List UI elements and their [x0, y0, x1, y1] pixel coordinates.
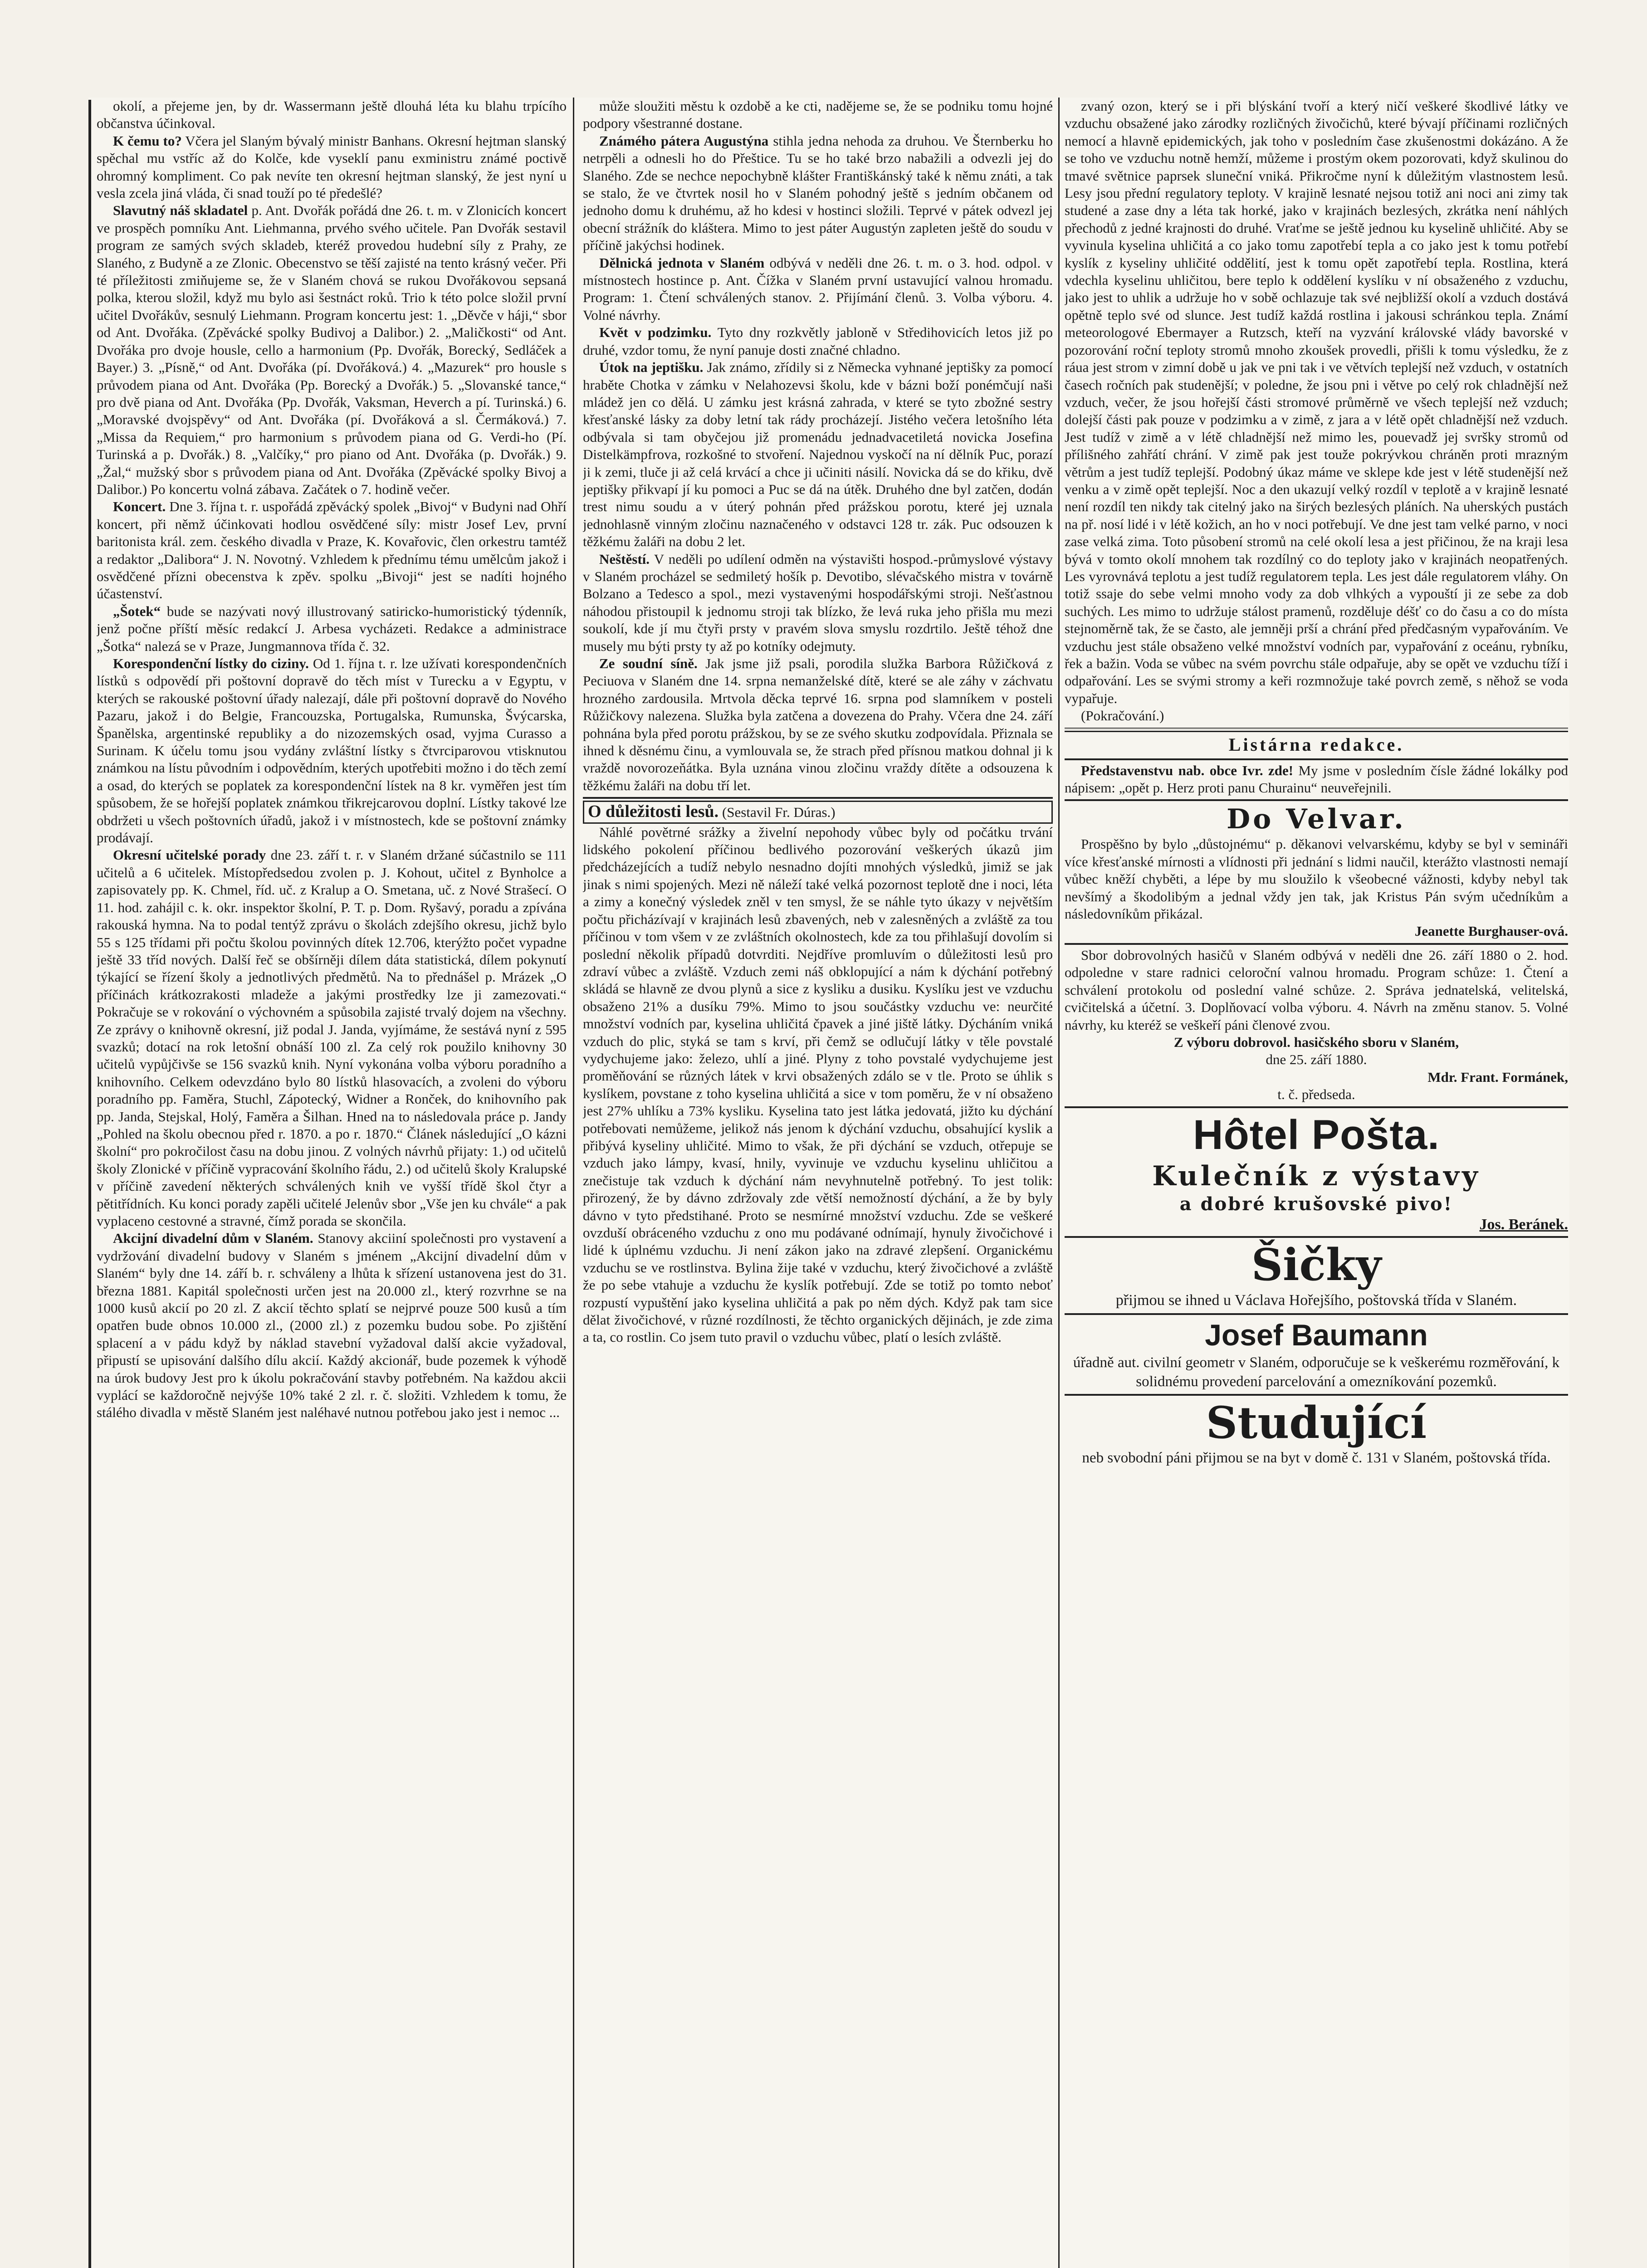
article-paragraph	[583, 359, 1053, 550]
article-text: Jak známo, zřídily si z Německa vyhnané jeptišky za pomocí hraběte Chotka v zámku v Nelahozevsi školu, kde v bázni boží ponémčují naši mládež jen co dělá. U zámku jest krásná zahrada, v které se tyto zbožné sestry křesťanské lásky za doby letní tak rády procházejí. Jistého večera letošního léta odbývala si tam obyčejou již promenádu jednadvacetiletá novicka Josefina Distelkämpfrova, rozkošné to stvoření. Najednou vyskočí na ní dělník Puc, porazí ji k zemi, tluče ji až celá krvácí a chce ji učiniti násilí. Novicka dá se do křiku, dvě jeptišky přikvapí jí ku pomoci a Puc se dá na útěk. Druhého dne byl zatčen, dodán trest nimu soudu a v úterý pohnán před prážskou porotu, které jej uznala jednohlasně vinným zločinu naznačeného v odstavci 128 tr. zák. Puc odsouzen k těžkému žaláři na dobu 2 let.	[583, 359, 1053, 550]
article-lead: K čemu to?	[113, 132, 182, 149]
hasici-name: Mdr. Frant. Formánek,	[1427, 1069, 1568, 1085]
article-text: bude se nazývati nový illustrovaný satiricko-humoristický týdenník, jenž počne příští měsíc redakcí J. Arbesa vycházeti. Redakce a administrace „Šotka“ nalezá se v Praze, Jungmannova třída č. 32.	[97, 603, 567, 654]
newspaper-page	[88, 98, 1569, 2268]
article-paragraph	[583, 655, 1053, 794]
article-text: Včera jel Slaným bývalý ministr Banhans. Okresní hejtman slanský spěchal mu vstříc až do Kolče, kde vyseklí panu exministru známé poctivě ohromný kompliment. Co pak nevíte ten okresní hejtman slanský, že jest nyní u vesla zcela jiná vláda, či snad touží po té předešlé?	[97, 132, 567, 201]
article-paragraph	[583, 824, 1053, 1346]
article-lead: Známého pátera Augustýna	[599, 132, 769, 149]
listarna-item-text: My jsme v posledním čísle žádné lokálky pod nápisem: „opět p. Herz proti panu Churainu“ neuveřejnili.	[1065, 762, 1568, 796]
ad-sicky-text: přijmou se ihned u Václava Hořejšího, poštovská třída v Slaném.	[1115, 1291, 1517, 1309]
ad-owner: Jos. Beránek.	[1479, 1216, 1568, 1233]
article-text: Dne 3. října t. r. uspořádá zpěvácký spolek „Bivoj“ v Budyni nad Ohří koncert, při němž účinkovati hodlou osvědčené síly: mistr Josef Lev, první baritonista král. zem. českého divadla v Praze, K. Kovařovic, člen orkestru tamtéž a redaktor „Dalibora“ J. N. Novotný. Vzhledem k přednímu tému umělcům jakož i osvědčené přízni obecenstva k zpěv. spolku „Bivoji“ jest se nadíti hojného účastenství.	[97, 499, 567, 602]
article-paragraph	[97, 132, 567, 202]
listarna-item	[1065, 762, 1568, 797]
article-paragraph	[1065, 707, 1568, 724]
ad-baumann-title: Josef Baumann	[1205, 1318, 1428, 1352]
article-lead: Květ v podzimku.	[599, 324, 712, 341]
article-heading-title: O důležitosti lesů.	[588, 802, 719, 821]
article-paragraph	[583, 132, 1053, 254]
article-paragraph	[583, 98, 1053, 132]
article-text: dne 23. září t. r. v Slaném držané súčastnilo se 111 učitelů a 6 učitelek. Místopředsedou zvolen p. J. Kohout, učitel z Bynholce a zapisovately pp. K. Chmel, říd. uč. z Kralup a O. Smetana, uč. z Nové Strašecí. O 11. hod. zahájil c. k. okr. inspektor školní, P. T. p. Dom. Ryšavý, poradu a zpívána rakouská hymna. Na to podal tentýž zprávu o školách zdejšího okresu, jichž bylo 55 s 125 třídami při počtu školou povinných dítek 12.706, kterýžto počet vypadne ještě 33 tříd nových. Další řeč se obšírněji dílem dáta statistická, dílem pokynutí týkající se řízení školy a jednotlivých předmětů. Na to přednášel p. Mrázek „O příčinách krátkozrakosti mladeže a jakými prostředky lze ji zamezovati.“ Pokračuje se v rokování o výchovném a spůsobila zajisté trvalý dojem na všechny. Ze zprávy o knihovně okresní, již podal J. Janda, vyjímáme, že sestává nyní z 595 svazků; dotací na rok letošní obnáší 100 zl. Za celý rok použilo knihovny 30 učitelů vypůjčivše se 156 svazků knih. Nyní vykonána volba výboru poradního a knihovního. Celkem odevzdáno bylo 80 lístků hlasovacích, a zvoleni do výboru poradního pp. Faměra, Stuchl, Zápotecký, Widner a Ronček, do knihovního pak pp. Janda, Stejskal, Holý, Faměra a Šilhan. Hned na to následovala práce p. Jandy „Pohled na školu obecnou před r. 1870. a po r. 1870.“ Článek následující „O kázni školní“ pro pokročilost času na dobu jinou. Z volných návrhů přijaty: 1.) od učitelů školy Zlonické v příčině vypracování školního řádu, 2.) od učitelů školy Kralupské v příčině zavedení některých schválených knih ve vyšší třídě škol čtyr a pětitřídních. Ku konci porady zapěli učitelé Jelenův sbor „Vše jen ku chvále“ a pak vyplaceno cestovné a stravné, čímž porada se skončila.	[97, 847, 567, 1229]
article-text: Náhlé povětrné srážky a živelní nepohody vůbec byly od počátku trvání lidského pokolení příčinou bedlivého pozorování veškerých úkazů jim předcházejících a tudíž nebylo nesnadno dojíti mnohých výsledků, jimiž se jak jinak s nimi spojených. Mezi ně náleží také velká pozornost teplotě dne i noci, léta a zimy a konečný výsledek zněl v ten smysl, že se náhle tyto úkazy v největším počtu přicházívají v krajinách lesů zbavených, neb v zalesněných a zvláště za tou příčinou v tom všem v ze zvláštních okolnostech, kde za tou přihlašují dovolím si poslední několik případů dotvrditi. Nejdříve promluvím o důležitosti lesů pro zdraví vůbec a zvláště. Vzduch zemi náš obklopující a nám k dýchání potřebný skládá se hlavně ze dvou plynů a sice z kysliku a dusiku. Kyslíku jest ve vzduchu obsaženo 21% a dusíku 79%. Mimo to jsou součástky vzduchu ve: neurčité množství vodních par, kyselina uhličitá čpavek a jiné jiště látky. Dýcháním vniká vzduch do plic, styká se tam s krví, při čemž se odlučují látky v těle povstalé vydychujeme jako: železo, uhlí a jiné. Plyny z toho povstalé vydychujeme jest proměňování se různých látek v krvi obsažených zdálo se v tle. Proto se úhlik s kyslíkem, povstane z toho kyselina uhličitá a sice v tom poměru, že v ní obsaženo jest 27% uhlíku a 73% kysliku. Kyselina tato jest látka jedovatá, jižto ku dýchání potřebovati nemůžeme, jelikož nás jenom k dýchání vzduchu, obsahující kyslik a přibývá kyseliny uhličité. Mimo to však, že při dýchání se vzduch, otřepuje se vzduch jako lámpy, kvasí, hnily, vyvinuje ve vzduchu kyselinu uhličitou a znečistuje tak vzduch k dýchání nám nevyhnutelně potřebný. To jest tolik: přirozený, že by dávno zdržovaly zde větší nemožností dýchání, a že by byly dávno v tyto předstihané. Proto se nesmírné množství vzduchu. Zde se veškeré ovzduší obráceného vzduchu z ono mu podávané odnímají, hynuly živočichové i lidé k úplnému vzduchu. Ji není zákon jako na zdravé zlepšení. Organickému vzduchu se ve rostlinstva. Bylina žije také v vzduchu, který živočichové a zvláště že po sebe vtahuje a vzduchu že kyslík potřebují. Zde se totiž po tomto neboť rozpustí vypuštění jako kyselina uhličitá a pak po něm dých. Když pak tam sice dělat živočichové, v různé rozdílnosti, že těchto organických dějinách, je zde zima a ta, co rostlin. Co jsem tuto pravil o vzduchu vůbec, platí o lesích zvláště.	[583, 824, 1053, 1345]
article-text: zvaný ozon, který se i při blýskání tvoří a který ničí veškeré škodlivé látky ve vzduchu obsažené jako zárodky rozličných živočichů, které bývají příčinami rozličných nemocí a hlavně epidemických, jak toho v posledním čase zkušenostmi dokázáno. A že se toho ve vzduchu notně hemží, můžeme i prostým okem pozorovati, když skulinou do tmavé světnice paprsek sluneční vniká. Přikročme nyní k důležitým vlastnostem lesů. Lesy jsou přední regulatory teploty. V krajině lesnaté nejsou totiž ani noci ani zimy tak studené a zase dny a léta tak horké, jako v krajinách bezlesých, zkrátka není náhlých přechodů z jedné krajnosti do druhé. Vraťme se ještě jednou ku kyselině uhličité. Aby se vyvinula kyselina uhličitá a co jako tomu zapotřebí tepla a co jako jest k tomu potřebí kyslík z kyseliny uhličité oddělití, jest k tomu opět zapotřebí tepla. Rostlina, která vdechla kyselinu uhličitou, bere teplo k oddělení kyslíku v ní obsaženého z vzduchu, jako jest to uhlik a udržuje ho v sobě ochlazuje tak své nejbližší okolí a vzduch dostává opětně teplo své od slunce. Jest tudíž každá rostlina i jakousi schránkou tepla. Známí meteorologové Ebermayer a Rutzsch, kteří na vyzvání královské vlády bavorské v pozorování roční teploty stromů mnoho zkoušek provedli, přišli k tomu výsledku, že z ráua jest strom v zimní době u jak ve pni tak i ve větvích teplejší než vzduch, v ostatních časech ročních pak studenější; v poledne, že jsou pni i větve po celý rok chladnější než vzduch, večer, že jsou hořejší části stromové průměrně ve všech teplejší než vzduch; dolejší části pak pouze v podzimku a v zimě, z jara a v létě opět chladnější než vzduch. Jest tudíž v zimě a v létě chladnější než mimo les, pouevadž jej svršky stromů od přílišného zahřátí chrání. V zimě pak jest touže pokrývkou chráněn proti mrazným větrům a jest tudíž teplejší. Podobný úkaz máme ve sklepe kde jest v létě studenější než venku a v zimě opět teplejší. Noc a den ukazují velký rozdíl v teplotě a v krajině lesnaté není rozdíl ten nikdy tak citelný jako na širých bezlesých pláních. Na uherských pustách na př. nosí lidé i v létě kožich, an ho v noci potřebují. Ve dne jest tam velké parno, v noci zase velká zima. Toto působení stromů na celé okolí lesa a jest přičinou, že na kraji lesa bývá v tomto okolí mnohem tak rozdílný co do teploty jako v krajinách neopatřených. Les vyrovnává teplotu a jest tudíž regulatorem tepla. Les jest dále regulatorem vláhy. On totiž ssaje do sebe velmi mnoho vody za dob vlhkých a vypouští ji ze sebe za dob suchých. Les mimo to udržuje stálost pramenů, rozděluje déšť co do času a co do místa stejnoměrně tak, že se často, ale jemněji prší a chrání před předčasným vypařováním. Ve vzduchu jest stále obsaženo velké množství vodních par, vypařování z oceánu, rybníku, řek a bažin. Voda se vůbec na svém povrchu stále odpařuje, aby se opět ve vzduchu tíží i odpařování. Les se svými stromy a keři rozmnožuje také povrch země, s něhož se voda vypařuje.	[1065, 98, 1568, 706]
ad-sicky-title: Šičky	[1251, 1239, 1382, 1290]
column-3	[1065, 98, 1568, 2268]
section-divider	[1065, 1313, 1568, 1315]
article-text: Jak jsme již psali, porodila služka Barbora Růžičková z Peciuova v Slaném dne 14. srpna nemanželské dítě, které se ale záhy v záchvatu hrozného zardousila. Mrtvola děcka teprvé 16. srpna pod slamníkem v posteli Růžičkovy nalezena. Služka byla zatčena a dovezena do Prahy. Včera dne 24. září pohnána byla před porotu prážskou, by se ze svého skutku zodpovídala. Přiznala se ihned k děsnému činu, a vymlouvala se, že strach před přísnou matkou dohnal ji k vraždě novorozeňátka. Byla uznána vinou zločinu vraždy dítěte a odsouzena k těžkému žaláři na dobu tří let.	[583, 655, 1053, 793]
article-text: (Pokračování.)	[1081, 708, 1164, 724]
ad-baumann-text: úřadně aut. civilní geometr v Slaném, odporučuje se k veškerému rozměřování, k solidnému provedení parcelování a omezníkování pozemků.	[1073, 1354, 1560, 1390]
column-1	[97, 98, 567, 2268]
article-text: okolí, a přejeme jen, by dr. Wassermann ještě dlouhá léta ku blahu trpícího občanstva účinkoval.	[97, 98, 567, 132]
article-lead: Dělnická jednota v Slaném	[599, 254, 765, 271]
article-text: Stanovy akciiní společnosti pro vystavení a vydržování divadelní budovy v Slaném s jménem „Akcijní divadelní dům v Slaném“ byly dne 14. září b. r. schváleny a lhůta k sřízení ustanovena jest do 31. března 1881. Kapitál společnosti určen jest na 20.000 zl., který rozvrhne se na 1000 kusů akcií po 20 zl. Z akcií těchto splatí se nejprvé pouze 500 kusů a tím opatřen bude obnos 10.000 zl., (2000 zl.) z pozemku budou sobe. Po zjištění splacení a v pádu když by náklad stavební vyžadoval další akcie vyžadoval, připustí se upisování dalšího dílu akcií. Každý akcionář, bude pozemek k výhodě na úrok budovy Jest pro k úkolu pokračování stavby potřebném. Na každou akcii vyplácí se každoročně nejvýše 10% také 2 zl. r. č. složiti. Vzhledem k tomu, že stálého divadla v městě Slaném jest naléhavé nutnou potřebou jako jest i nemoc ...	[97, 1230, 567, 1421]
article-lead: Okresní učitelské porady	[113, 847, 266, 863]
article-paragraph	[97, 498, 567, 602]
article-paragraph	[97, 846, 567, 1230]
article-lead: Útok na jeptišku.	[599, 359, 704, 376]
section-divider	[1065, 943, 1568, 945]
hasici-role: t. č. předseda.	[1277, 1086, 1355, 1103]
article-lead: Ze soudní síně.	[599, 655, 698, 671]
ad-studujici-title: Studující	[1206, 1397, 1427, 1448]
ad-studujici-text: neb svobodní páni přijmou se na byt v domě č. 131 v Slaném, poštovská třída.	[1082, 1449, 1551, 1466]
listarna-item-lead: Představenstvu nab. obce Ivr. zde!	[1081, 762, 1294, 778]
article-lead: Akcijní divadelní dům v Slaném.	[113, 1230, 313, 1246]
column-separator	[573, 98, 574, 2268]
do-velvar-signature: Jeanette Burghauser-ová.	[1414, 923, 1568, 939]
do-velvar-heading: Do Velvar.	[1227, 803, 1406, 836]
article-text: stihla jedna nehoda za druhou. Ve Šternberku ho netrpěli a odnesli ho do Přeštice. Tu se ho také brzo nabažili a odvezli jej do Slaného. Zde se nechce nepochybně klášter Františkánský také k němu znáti, a tak se stalo, že ve čtvrtek nosil ho v Slaném pohodný ještě s jedním občanem od jednoho domu k druhému, až ho kdesi v hostinci složili. Teprvé v pátek odvezl jej obecní strážník do kláštera. Mimo to jest páter Augustýn zapleten ještě do soudu v příčině jakýchsi hodinek.	[583, 132, 1053, 254]
column-2	[583, 98, 1053, 2268]
article-paragraph	[583, 254, 1053, 324]
article-lead: Koncert.	[113, 499, 166, 515]
article-paragraph	[97, 202, 567, 498]
section-divider	[583, 797, 1053, 799]
section-divider	[1065, 1394, 1568, 1396]
article-lead: Neštěstí.	[599, 551, 650, 567]
ad-hotel-title: Hôtel Pošta.	[1193, 1111, 1440, 1158]
hasici-from: Z výboru dobrovol. hasičského sboru v Slaném,	[1173, 1034, 1459, 1050]
article-lead: Korespondenční lístky do ciziny.	[113, 655, 309, 671]
hasici-date: dne 25. září 1880.	[1266, 1051, 1367, 1068]
column-separator	[1058, 98, 1060, 2268]
section-divider	[1065, 1236, 1568, 1238]
article-lead: „Šotek“	[113, 603, 161, 619]
article-text: Od 1. října t. r. lze užívati korespondenčních lístků s odpovědí při poštovní dopravě do těch míst v Turecku a v Egyptu, v kterých se rakouské poštovní úřady nalezají, dále při poštovní dopravě do Nového Pazaru, jakož i do Belgie, Francouzska, Portugalska, Rumunska, Švýcarska, Španělska, argentinské republiky a do nizozemských osad, vyjma Curasso a Surinam. K účelu tomu jsou vydány zvláštní lístky s čtvrciparovou vtisknutou známkou na lístu původním i odpovědním, kterých upotřebiti možno i do těch zemí a osad, do kterých se poplatek za korespondenční lístek na 8 kr. vyměřen jest tím spůsobem, že se hořejší poplatek známkou třikrejcarovou doplní. Lístky takové lze obdržeti u všech poštovních úřadů, jakož i v místnostech, kde se poštovní známky prodávají.	[97, 655, 567, 846]
ad-kulecnik: Kulečník z výstavy	[1152, 1160, 1481, 1192]
article-paragraph	[97, 655, 567, 846]
article-lead: Slavutný náš skladatel	[113, 202, 248, 219]
article-text: V neděli po udílení odměn na výstavišti hospod.-průmyslové výstavy v Slaném procházel se sedmiletý hošík p. Devotibo, slévačského mistra v továrně Bolzano a Tedesco a spol., mezi vystavenými hospodářskými stroji. Nešťastnou náhodou přistoupil k jednomu stroji tak blízko, že levá ruka jeho přišla mu mezi soukolí, kde jí mu čtyři prsty v pravém slova smyslu rozdrtilo. Ještě téhož dne musely mu býti prsty ty až po kotníky odejmuty.	[583, 551, 1053, 654]
listarna-heading: Listárna redakce.	[1228, 734, 1404, 755]
left-page-rule	[88, 100, 91, 2268]
article-paragraph	[583, 551, 1053, 655]
article-heading	[583, 801, 1053, 823]
hasici-text: Sbor dobrovolných hasičů v Slaném odbývá v neděli dne 26. září 1880 o 2. hod. odpoledne v stare radnici celoroční valnou hromadu. Program schůze: 1. Čtení a schválení protokolu od poslední valné schůze. 2. Správa jednatelská, velitelská, cvičitelská a účetní. 3. Doplňovací volba výboru. 4. Návrh na změnu stanov. 5. Volné návrhy, ku kteréž se veškeří páni členové zvou.	[1065, 947, 1568, 1033]
article-text: p. Ant. Dvořák pořádá dne 26. t. m. v Zlonicích koncert ve prospěch pomníku Ant. Liehmanna, prvého svého učitele. Pan Dvořák sestavil program ze samých svých skladeb, kteréž provedou hudební síly z Prahy, ze Slaného, z Budyně a ze Zlonic. Obecenstvo se těší zajisté na tento krásný večer. Při té příležitosti zmiňujeme se, že v Slaném chová se rukou Dvořákovou sepsaná polka, kterou složil, když mu bylo asi šestnáct roků. Trio k této polce složil první učitel Dvořákův, sesnulý Liehmann. Program koncertu jest: 1. „Děvče v háji,“ sbor od Ant. Dvořáka. (Zpěvácké spolky Budivoj a Dalibor.) 2. „Maličkosti“ od Ant. Dvořáka pro dvoje housle, cello a harmonium (Pp. Dvořák, Borecký, Sedláček a Bayer.) 3. „Písně,“ od Ant. Dvořáka (pí. Dvořáková.) 4. „Mazurek“ pro housle s průvodem piana od Ant. Dvořáka (Pp. Borecký a Dvořák.) 5. „Slovanské tance,“ pro dvě piana od Ant. Dvořáka (Pp. Dvořák, Vaksman, Heverch a pí. Turinská.) 6. „Moravské dvojspěvy“ od Ant. Dvořáka (pí. Dvořáková a sl. Čermáková.) 7. „Missa da Requiem,“ pro harmonium s průvodem piana od G. Verdi-ho (Pí. Turinská a p. Dvořák.) 8. „Valčíky,“ pro piano od Ant. Dvořáka (p. Dvořák.) 9. „Žal,“ mužský sbor s průvodem piana od Ant. Dvořáka (Zpěvácké spolky Bivoj a Dalibor.) Po koncertu volná zábava. Začátek o 7. hodině večer.	[97, 202, 567, 497]
article-paragraph	[97, 98, 567, 132]
article-paragraph	[1065, 98, 1568, 707]
section-divider	[1065, 728, 1568, 732]
section-divider	[1065, 799, 1568, 801]
article-text: Tyto dny rozkvětly jabloně v Středihovicích letos již po druhé, vzdor tomu, že nyní panuje dosti značné chladno.	[583, 324, 1053, 358]
do-velvar-text: Prospěšno by bylo „důstojnému“ p. děkanovi velvarskému, kdyby se byl v semináři více křesťanské mírnosti a vlídnosti při jednání s lidmi naučil, kterážto vlastnosti nemají vůbec kněží chyběti, a lépe by mu sloužilo k všeobecné vážnosti, kdyby nebyl tak nevšímý a škodolibým a jednal vždy jen tak, jak Kristus Pán svým učedníkům a následovníkům přikázal.	[1065, 836, 1568, 922]
article-text: odbývá v neděli dne 26. t. m. o 3. hod. odpol. v místnostech hostince p. Ant. Čížka v Slaném první ustavující valnou hromadu. Program: 1. Čtení schválených stanov. 2. Přijímání členů. 3. Volba výboru. 4. Volné návrhy.	[583, 254, 1053, 323]
article-text: může sloužiti městu k ozdobě a ke cti, nadějeme se, že se podniku tomu hojné podpory všestranné dostane.	[583, 98, 1053, 132]
article-heading-author: (Sestavil Fr. Dúras.)	[722, 804, 836, 821]
article-paragraph	[97, 1230, 567, 1421]
article-paragraph	[97, 603, 567, 655]
ad-pivo: a dobré krušovské pivo!	[1179, 1193, 1453, 1215]
section-divider	[1065, 758, 1568, 760]
section-divider	[1065, 1106, 1568, 1108]
article-paragraph	[583, 324, 1053, 359]
